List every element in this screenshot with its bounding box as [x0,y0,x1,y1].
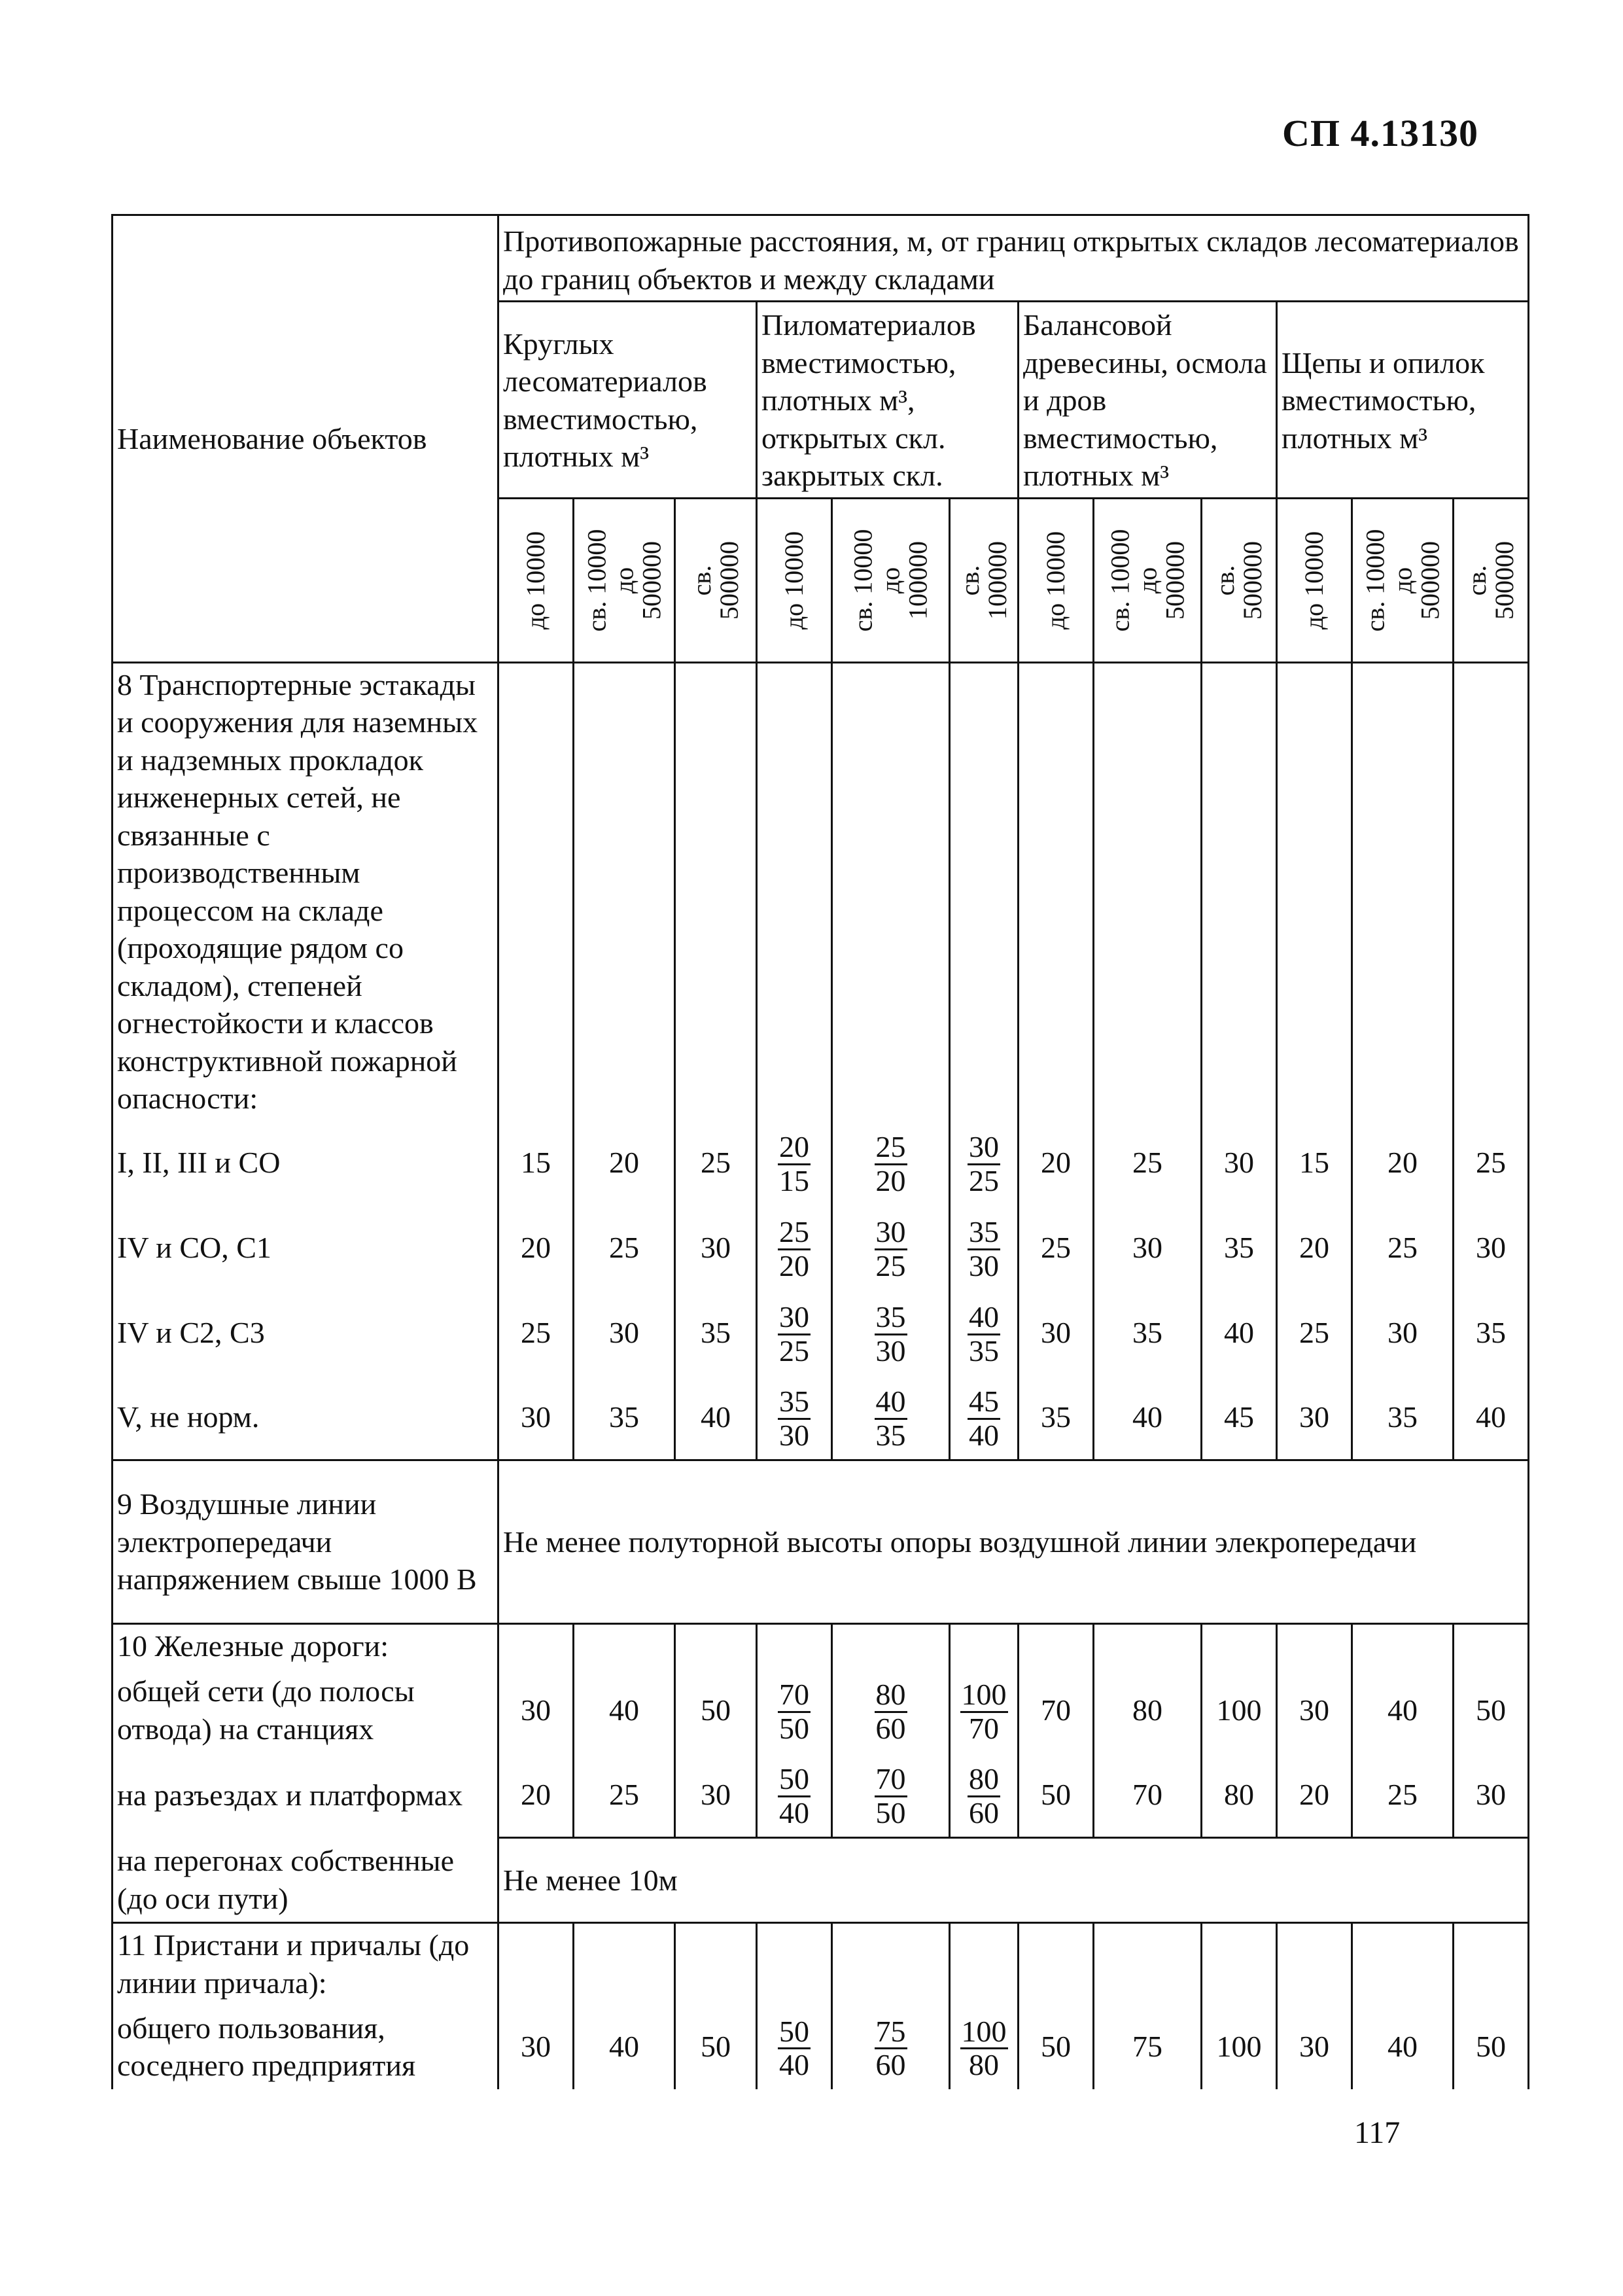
row-11-value: 50 [675,2004,757,2089]
empty-cell [498,1923,574,2005]
open-closed-fraction [968,1216,1000,1282]
header-capacity-label: св. 10000 до 500000 [582,529,667,631]
empty-cell [950,1624,1019,1668]
header-capacity-label: св. 10000 до 500000 [1360,529,1445,631]
empty-cell [1202,1923,1277,2005]
open-storage-value: 40 [875,1386,907,1419]
row-8-fraction-value [950,1290,1019,1375]
empty-cell [1094,662,1202,1120]
open-closed-fraction [778,1301,811,1367]
row-8-fraction-value [832,1120,950,1205]
row-8-value: 20 [1019,1120,1094,1205]
row-8-value: 35 [1019,1375,1094,1460]
closed-storage-value: 60 [875,2048,906,2081]
row-8-value: 40 [1202,1290,1277,1375]
closed-storage-value: 25 [779,1333,809,1368]
row-10-fraction-value [950,1668,1019,1753]
header-capacity-label: до 10000 [779,531,809,629]
closed-storage-value: 60 [875,1711,906,1745]
open-closed-fraction [968,1386,1000,1451]
closed-storage-value: 25 [969,1163,999,1197]
open-storage-value: 30 [875,1216,907,1250]
row-8-fraction-value [757,1120,832,1205]
row-8-value: 35 [675,1290,757,1375]
row-9-title: 9 Воздушные линии электропередачи напряжением свыше 1000 В [113,1460,498,1624]
header-capacity-0 [498,498,574,662]
open-storage-value: 35 [875,1301,907,1335]
empty-cell [1454,662,1529,1120]
row-8-fraction-value [757,1205,832,1290]
row-8-value: 35 [1352,1375,1454,1460]
empty-cell [574,1624,675,1668]
header-capacity-9 [1277,498,1352,662]
closed-storage-value: 30 [779,1418,809,1452]
open-closed-fraction [875,1301,907,1367]
empty-cell [1019,1624,1094,1668]
row-10-value: 30 [1277,1668,1352,1753]
row-8-value: 30 [1019,1290,1094,1375]
row-10-value: 50 [1019,1753,1094,1838]
empty-cell [832,1923,950,2005]
row-8-value: 30 [1094,1205,1202,1290]
row-11-value: 30 [1277,2004,1352,2089]
open-storage-value: 40 [968,1301,1000,1335]
row-8-value: 30 [1352,1290,1454,1375]
open-closed-fraction [875,2016,907,2081]
empty-cell [950,1923,1019,2005]
closed-storage-value: 25 [875,1248,906,1282]
empty-cell [675,1624,757,1668]
row-10-value: 40 [1352,1668,1454,1753]
row-8-label: IV и С2, С3 [113,1290,498,1375]
row-8-value: 30 [1202,1120,1277,1205]
row-10-label: на разъездах и платформах [113,1753,498,1838]
empty-cell [757,662,832,1120]
row-11-title: 11 Пристани и причалы (до линии причала): [113,1923,498,2005]
row-8-value: 30 [1454,1205,1529,1290]
row-11-label: общего пользования, соседнего предприятия [113,2004,498,2089]
header-capacity-8 [1202,498,1277,662]
closed-storage-value: 35 [969,1333,999,1368]
open-storage-value: 100 [960,2016,1008,2049]
header-capacity-10 [1352,498,1454,662]
row-10-value: 70 [1094,1753,1202,1838]
row-8-fraction-value [832,1375,950,1460]
closed-storage-value: 50 [779,1711,809,1745]
row-8-value: 35 [1454,1290,1529,1375]
empty-cell [1277,1923,1352,2005]
row-8-value: 35 [574,1375,675,1460]
header-capacity-4 [832,498,950,662]
row-10-fraction-value [832,1753,950,1838]
header-capacity-6 [1019,498,1094,662]
header-capacity-7 [1094,498,1202,662]
row-8-value: 20 [1352,1120,1454,1205]
row-8-value: 30 [675,1205,757,1290]
header-capacity-3 [757,498,832,662]
row-10-value: 25 [1352,1753,1454,1838]
empty-cell [757,1624,832,1668]
open-closed-fraction [778,1763,811,1829]
row-8-value: 25 [1352,1205,1454,1290]
row-11-fraction-value [950,2004,1019,2089]
empty-cell [675,1923,757,2005]
open-storage-value: 70 [778,1679,811,1712]
closed-storage-value: 15 [779,1163,809,1197]
row-8-label: I, II, III и СО [113,1120,498,1205]
row-10-value: 70 [1019,1668,1094,1753]
empty-cell [1094,1923,1202,2005]
closed-storage-value: 80 [969,2048,999,2081]
open-storage-value: 20 [778,1131,811,1165]
row-8-label: IV и СО, С1 [113,1205,498,1290]
open-storage-value: 30 [968,1131,1000,1165]
fire-distance-table [111,214,1529,2089]
row-8-value: 25 [1454,1120,1529,1205]
row-8-value: 20 [498,1205,574,1290]
open-storage-value: 75 [875,2016,907,2049]
header-group-round-timber: Круглых лесоматериалов вместимостью, плотных м³ [498,302,757,499]
header-capacity-label: св. 10000 до 100000 [848,529,933,631]
row-8-fraction-value [757,1375,832,1460]
row-8-value: 40 [1454,1375,1529,1460]
row-8-fraction-value [832,1205,950,1290]
row-8-value: 30 [1277,1375,1352,1460]
open-storage-value: 30 [778,1301,811,1335]
row-8-fraction-value [950,1120,1019,1205]
open-closed-fraction [875,1679,907,1744]
header-capacity-2 [675,498,757,662]
header-object-name: Наименование объектов [113,215,498,663]
row-10-value: 80 [1094,1668,1202,1753]
document-code: СП 4.13130 [1282,112,1478,154]
closed-storage-value: 30 [875,1333,906,1368]
open-storage-value: 70 [875,1763,907,1797]
row-10-value: 40 [574,1668,675,1753]
open-closed-fraction [968,1763,1000,1829]
row-10-fraction-value [832,1668,950,1753]
row-8-label: V, не норм. [113,1375,498,1460]
header-group-pulpwood: Балансовой древесины, осмола и дров вместимостью, плотных м³ [1019,302,1277,499]
open-storage-value: 50 [778,2016,811,2049]
row-10-fraction-value [757,1668,832,1753]
row-10-value: 50 [1454,1668,1529,1753]
open-closed-fraction [778,1131,811,1197]
closed-storage-value: 60 [969,1795,999,1829]
row-10-title: 10 Железные дороги: [113,1624,498,1668]
row-10-value: 50 [675,1668,757,1753]
row-8-value: 25 [1019,1205,1094,1290]
row-10-track-label: на перегонах собственные (до оси пути) [113,1838,498,1923]
row-10-value: 25 [574,1753,675,1838]
header-capacity-label: св. 10000 до 500000 [1104,529,1189,631]
row-11-fraction-value [757,2004,832,2089]
row-10-value: 30 [675,1753,757,1838]
header-capacity-5 [950,498,1019,662]
closed-storage-value: 40 [779,1795,809,1829]
row-11-value: 40 [1352,2004,1454,2089]
row-11-value: 100 [1202,2004,1277,2089]
row-10-fraction-value [757,1753,832,1838]
closed-storage-value: 50 [875,1795,906,1829]
row-8-value: 25 [1094,1120,1202,1205]
empty-cell [1019,1923,1094,2005]
row-8-value: 25 [1277,1290,1352,1375]
header-capacity-label: до 10000 [1299,531,1329,629]
closed-storage-value: 20 [779,1248,809,1282]
empty-cell [950,662,1019,1120]
row-8-value: 45 [1202,1375,1277,1460]
row-10-value: 20 [498,1753,574,1838]
row-9-text: Не менее полуторной высоты опоры воздушной линии элекропередачи [498,1460,1529,1624]
header-capacity-label: до 10000 [521,531,551,629]
row-11-value: 50 [1454,2004,1529,2089]
row-8-value: 35 [1094,1290,1202,1375]
open-storage-value: 45 [968,1386,1000,1419]
header-capacity-label: св. 500000 [1462,540,1520,620]
row-8-value: 30 [498,1375,574,1460]
row-8-value: 35 [1202,1205,1277,1290]
row-10-value: 100 [1202,1668,1277,1753]
header-capacity-label: св. 100000 [955,540,1012,620]
empty-cell [1277,662,1352,1120]
row-8-value: 30 [574,1290,675,1375]
closed-storage-value: 30 [969,1248,999,1282]
empty-cell [1454,1624,1529,1668]
empty-cell [498,662,574,1120]
open-closed-fraction [875,1386,907,1451]
closed-storage-value: 20 [875,1163,906,1197]
row-11-value: 50 [1019,2004,1094,2089]
open-storage-value: 100 [960,1679,1008,1712]
open-storage-value: 25 [875,1131,907,1165]
open-closed-fraction [778,2016,811,2081]
open-closed-fraction [960,1679,1008,1744]
header-group-chips: Щепы и опилок вместимостью, плотных м³ [1277,302,1529,499]
empty-cell [498,1624,574,1668]
row-8-fraction-value [757,1290,832,1375]
open-closed-fraction [778,1216,811,1282]
row-11-value: 30 [498,2004,574,2089]
empty-cell [574,662,675,1120]
row-11-value: 75 [1094,2004,1202,2089]
open-closed-fraction [778,1679,811,1744]
header-capacity-label: св. 500000 [1210,540,1267,620]
row-10-value: 30 [498,1668,574,1753]
empty-cell [1202,662,1277,1120]
closed-storage-value: 40 [779,2048,809,2081]
open-closed-fraction [778,1386,811,1451]
empty-cell [1454,1923,1529,2005]
row-8-value: 25 [498,1290,574,1375]
row-8-value: 40 [675,1375,757,1460]
row-10-value: 80 [1202,1753,1277,1838]
empty-cell [1019,662,1094,1120]
open-closed-fraction [960,2016,1008,2081]
open-storage-value: 35 [968,1216,1000,1250]
closed-storage-value: 40 [969,1418,999,1452]
empty-cell [574,1923,675,2005]
row-10-label: общей сети (до полосы отвода) на станциях [113,1668,498,1753]
row-8-value: 25 [675,1120,757,1205]
page-number: 117 [1354,2115,1401,2150]
empty-cell [832,662,950,1120]
header-distances: Противопожарные расстояния, м, от границ открытых складов лесоматериалов до границ объектов и между складами [498,215,1529,302]
header-capacity-label: св. 500000 [687,540,744,620]
empty-cell [675,662,757,1120]
open-closed-fraction [875,1763,907,1829]
empty-cell [1352,662,1454,1120]
open-closed-fraction [968,1131,1000,1197]
row-8-fraction-value [832,1290,950,1375]
row-8-value: 20 [574,1120,675,1205]
empty-cell [832,1624,950,1668]
header-group-sawn-timber: Пиломатериалов вместимостью, плотных м³, открытых скл. закрытых скл. [757,302,1019,499]
empty-cell [1094,1624,1202,1668]
empty-cell [1202,1624,1277,1668]
row-11-value: 40 [574,2004,675,2089]
empty-cell [1352,1923,1454,2005]
empty-cell [1352,1624,1454,1668]
empty-cell [757,1923,832,2005]
row-10-fraction-value [950,1753,1019,1838]
closed-storage-value: 35 [875,1418,906,1452]
row-10-value: 20 [1277,1753,1352,1838]
row-8-fraction-value [950,1375,1019,1460]
row-8-value: 40 [1094,1375,1202,1460]
open-closed-fraction [875,1131,907,1197]
open-storage-value: 50 [778,1763,811,1797]
empty-cell [1277,1624,1352,1668]
row-8-value: 15 [498,1120,574,1205]
row-8-title: 8 Транспортерные эстакады и сооружения для наземных и надземных прокладок инженерных сетей, не связанные с производственным процессом на складе (проходящие рядом со складом), степеней огнестойкости и классов конструктивной пожарной опасности: [113,662,498,1120]
open-closed-fraction [968,1301,1000,1367]
row-11-fraction-value [832,2004,950,2089]
row-8-value: 20 [1277,1205,1352,1290]
open-storage-value: 35 [778,1386,811,1419]
closed-storage-value: 70 [969,1711,999,1745]
header-capacity-11 [1454,498,1529,662]
header-capacity-label: до 10000 [1041,531,1071,629]
open-closed-fraction [875,1216,907,1282]
row-8-value: 15 [1277,1120,1352,1205]
open-storage-value: 80 [968,1763,1000,1797]
row-8-fraction-value [950,1205,1019,1290]
header-capacity-1 [574,498,675,662]
row-10-track-text: Не менее 10м [498,1838,1529,1923]
row-8-value: 25 [574,1205,675,1290]
row-10-value: 30 [1454,1753,1529,1838]
open-storage-value: 25 [778,1216,811,1250]
open-storage-value: 80 [875,1679,907,1712]
